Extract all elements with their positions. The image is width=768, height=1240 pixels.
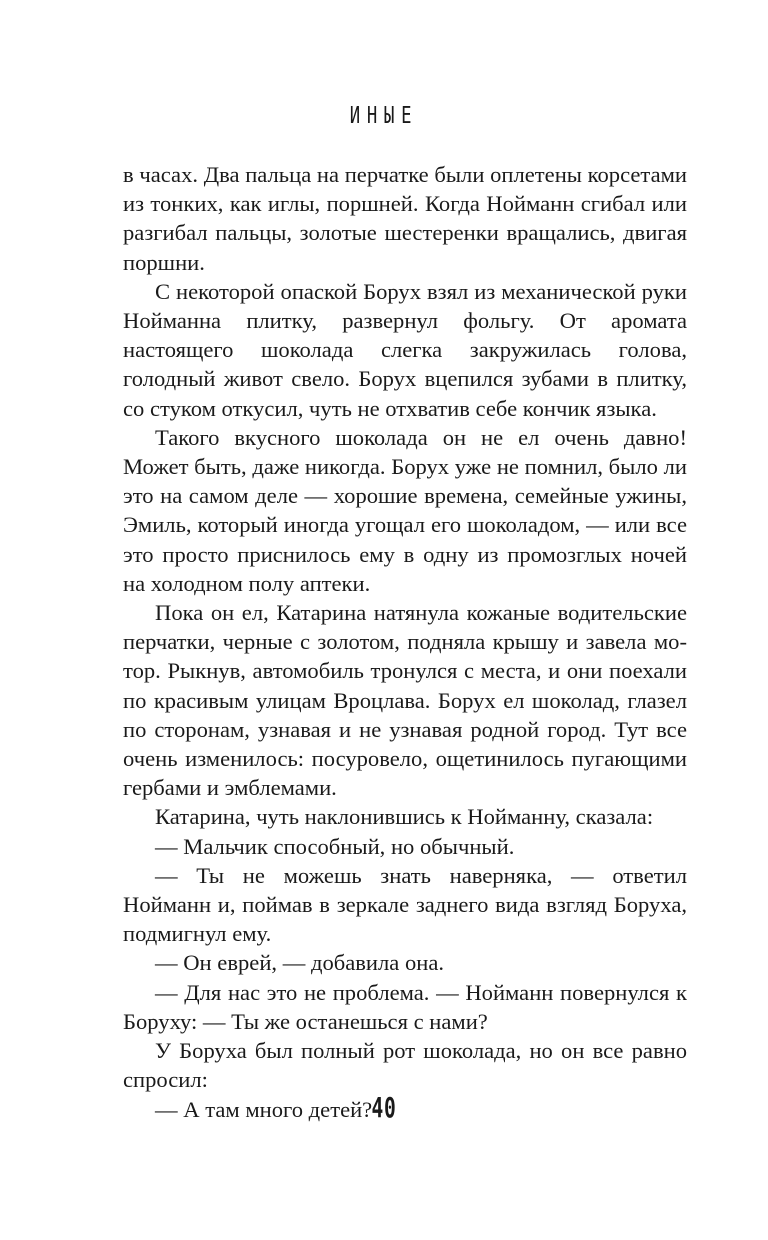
dialogue-line: — Он еврей, — добавила она. <box>155 950 445 976</box>
paragraph: в часах. Два пальца на перчатке были оплетены корсетами из тонких, как иглы, поршней. Когда Нойманн сгибал или разгибал пальцы, золотые шестеренки вращались, двигая поршни. <box>123 162 687 275</box>
dialogue-line: — Для нас это не проблема. — Нойманн повернулся к Боруху: — Ты же останешься с нами? <box>123 979 687 1034</box>
paragraph: С некоторой опаской Борух взял из механической руки Нойманна плитку, развернул фольгу. От аромата настоящего шоколада слегка закружилась голова, голодный живот свело. Борух вцепился зубами в плитку, со стуком откусил, чуть не отхватив себе кончик языка. <box>123 278 687 421</box>
paragraph: Катарина, чуть наклонившись к Нойманну, сказала: <box>155 804 654 830</box>
paragraph: У Боруха был полный рот шоколада, но он все равно спросил: <box>123 1038 687 1093</box>
running-head: ИНЫЕ <box>349 103 419 129</box>
paragraph: Пока он ел, Катарина натянула кожаные водительские перчатки, черные с золотом, подняла крышу и завела мотор. Рыкнув, автомобиль тронулся с места, и они поехали по красивым улицам Вроцлава. Борух ел шоколад, глазел по сторонам, узнавая и не узнавая родной город. Тут все очень изменилось: посуровело, ощетинилось пугающими гербами и эмблемами. <box>123 600 687 801</box>
paragraph: Такого вкусного шоколада он не ел очень давно! Может быть, даже никогда. Борух уже не помнил, было ли это на самом деле — хорошие времена, семейные ужины, Эмиль, который иногда угощал его шоколадом, — или все это просто приснилось ему в одну из промозглых ночей на холодном полу аптеки. <box>123 424 687 596</box>
dialogue-line: — А там много детей? <box>155 1096 373 1122</box>
dialogue-line: — Ты не можешь знать наверняка, — ответил Нойманн и, поймав в зеркале заднего вида взгляд Боруха, подмигнул ему. <box>123 862 687 947</box>
dialogue-line: — Мальчик способный, но обычный. <box>155 833 515 859</box>
body-text <box>123 160 687 1124</box>
page-number: 40 <box>371 1091 397 1124</box>
